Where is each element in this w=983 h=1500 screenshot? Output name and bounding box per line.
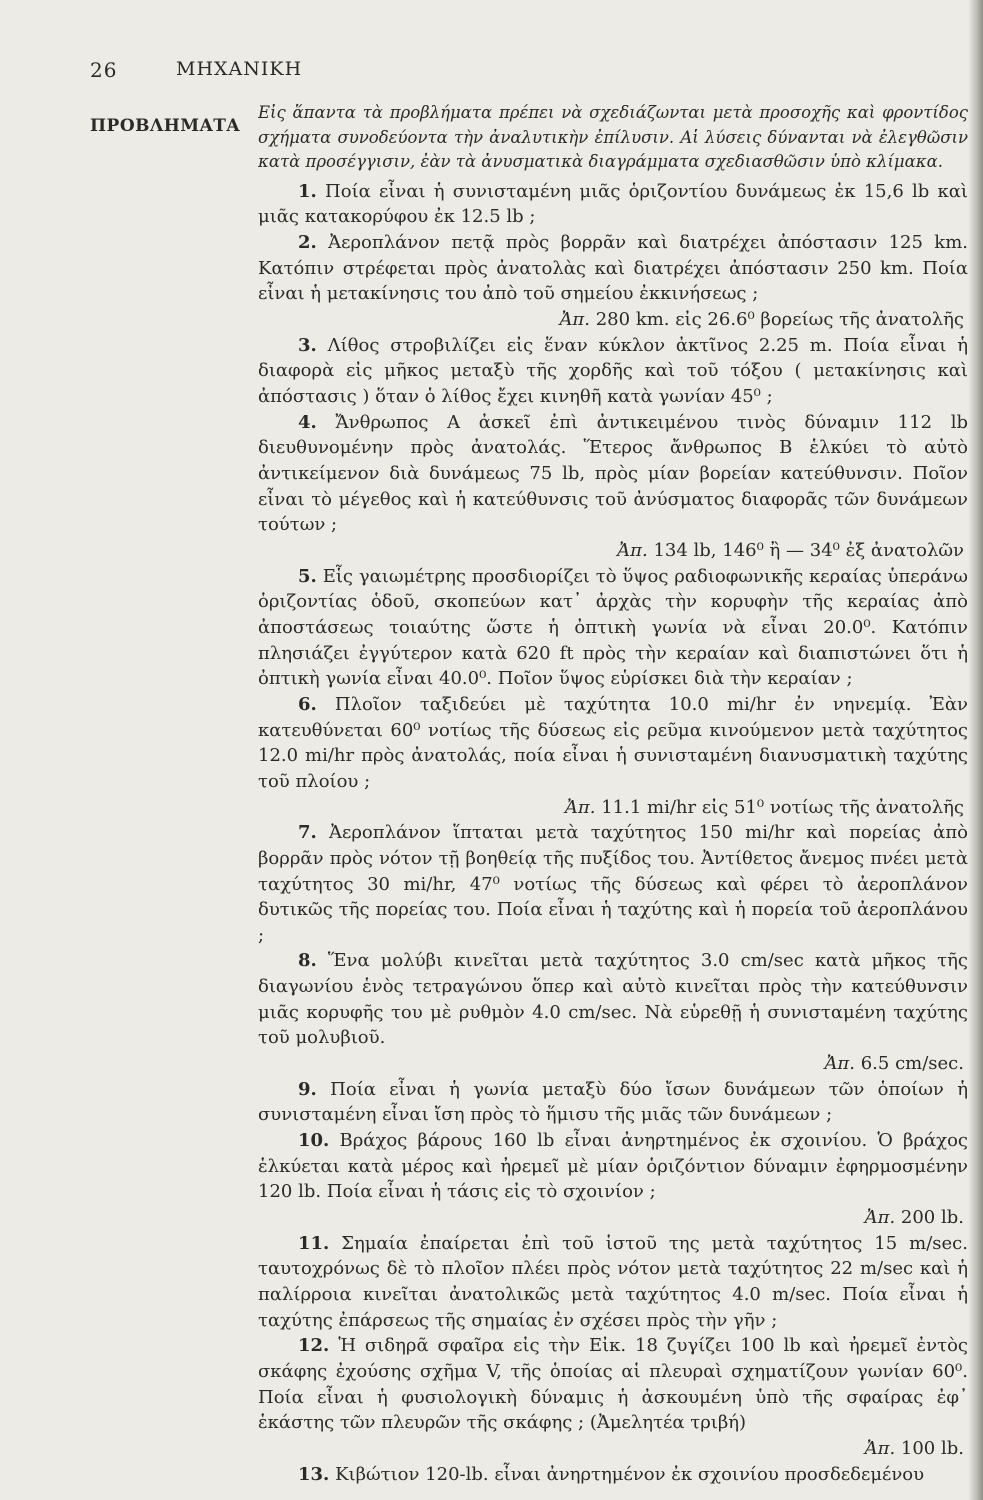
problem-number: 8. [298,950,317,972]
problem-answer [258,1436,968,1462]
answer-prefix: Ἀπ. [617,539,648,561]
page-edge-shadow [969,0,983,1500]
running-header [90,58,943,88]
intro-paragraph: Εἰς ἅπαντα τὰ προβλήματα πρέπει νὰ σχεδιάζωνται μετὰ προσοχῆς καὶ φροντίδος σχήματα συνοδεύοντα τὴν ἀναλυτικὴν ἐπίλυσιν. Αἱ λύσεις δύνανται νὰ ἐλεγθῶσιν κατὰ προσέγγισιν, ἐὰν τὰ ἀνυσματικὰ διαγράμματα σχεδιασθῶσιν ὑπὸ κλίμακα. [258,103,968,172]
problem-number: 12. [298,1335,330,1357]
problem-text: Σημαία ἐπαίρεται ἐπὶ τοῦ ἱστοῦ της μετὰ ταχύτητος 15 m/sec. ταυτοχρόνως δὲ τὸ πλοῖον πλέει πρὸς νότον μετὰ ταχύτητος 22 m/sec καὶ ἡ παλίρροια κινεῖται ἀνατολικῶς μετὰ ταχύτητος 4.0 m/sec. Ποία εἶναι ἡ ταχύτης ἐπάρσεως τῆς σημαίας ἐν σχέσει πρὸς τὴν γῆν ; [258,1232,968,1331]
problem-item [258,1462,968,1488]
answer-text: 11.1 mi/hr εἰς 51⁰ νοτίως τῆς ἀνατολῆς [601,796,964,818]
answer-text: 134 lb, 146⁰ ἢ — 34⁰ ἐξ ἀνατολῶν [653,539,964,561]
problem-item [258,333,968,410]
problem-text: Λίθος στροβιλίζει εἰς ἕναν κύκλον ἀκτῖνος 2.25 m. Ποία εἶναι ἡ διαφορὰ εἰς μῆκος μεταξὺ τῆς χορδῆς καὶ τοῦ τόξου ( μετακίνησις καὶ ἀπόστασις ) ὅταν ὁ λίθος ἔχει κινηθῆ κατὰ γωνίαν 45⁰ ; [258,334,968,408]
problem-text: Κιβώτιον 120-lb. εἶναι ἀνηρτημένον ἐκ σχοινίου προσδεδεμένου [335,1463,925,1485]
problem-answer [258,307,968,333]
problem-text: Ἀεροπλάνον ἵπταται μετὰ ταχύτητος 150 mi/hr καὶ πορείας ἀπὸ βορρᾶν πρὸς νότον τῇ βοηθείᾳ τῆς πυξίδος του. Ἀντίθετος ἄνεμος πνέει μετὰ ταχύτητος 30 mi/hr, 47⁰ νοτίως τῆς δύσεως καὶ φέρει τὸ ἀεροπλάνον δυτικῶς τῆς πορείας του. Ποία εἶναι ἡ ταχύτης καὶ ἡ πορεία τοῦ ἀεροπλάνου ; [258,822,968,946]
problem-item [258,1128,968,1205]
problem-item [258,564,968,692]
answer-prefix: Ἀπ. [864,1207,896,1229]
problem-text: Ποία εἶναι ἡ γωνία μεταξὺ δύο ἴσων δυνάμεων τῶν ὁποίων ἡ συνισταμένη εἶναι ἴση πρὸς τὸ ἥμισυ τῆς μιᾶς τῶν δυνάμεων ; [258,1078,968,1126]
problem-answer [258,795,968,821]
problem-item [258,1333,968,1436]
running-title: ΜΗΧΑΝΙΚΗ [176,58,303,80]
problem-number: 7. [298,822,317,844]
problem-number: 4. [298,411,317,433]
problem-item [258,948,968,1051]
answer-text: 100 lb. [900,1437,964,1459]
answer-prefix: Ἀπ. [559,309,590,331]
problem-text: Πλοῖον ταξιδεύει μὲ ταχύτητα 10.0 mi/hr ἐν νηνεμίᾳ. Ἐὰν κατευθύνεται 60⁰ νοτίως τῆς δύσεως εἰς ρεῦμα κινούμενον μετὰ ταχύτητος 12.0 mi/hr πρὸς ἀνατολάς, ποία εἶναι ἡ συνισταμένη διανυσματικὴ ταχύτης τοῦ πλοίου ; [258,693,968,792]
problem-text: Ἡ σιδηρᾶ σφαῖρα εἰς τὴν Εἰκ. 18 ζυγίζει 100 lb καὶ ἠρεμεῖ ἐντὸς σκάφης ἐχούσης σχῆμα V, τῆς ὁποίας αἱ πλευραὶ σχηματίζουν γωνίαν 60⁰. Ποία εἶναι ἡ φυσιολογικὴ δύναμις ἡ ἀσκουμένη ὑπὸ τῆς σφαίρας ἐφ᾽ ἑκάστης τῶν πλευρῶν τῆς σκάφης ; (Ἀμελητέα τριβή) [258,1335,968,1434]
problem-text: Ἕνα μολύβι κινεῖται μετὰ ταχύτητος 3.0 cm/sec κατὰ μῆκος τῆς διαγωνίου ἑνὸς τετραγώνου ὅπερ καὶ αὐτὸ κινεῖται πρὸς τὴν κατεύθυνσιν μιᾶς κορυφῆς του μὲ ρυθμὸν 4.0 cm/sec. Νὰ εὑρεθῇ ἡ συνισταμένη ταχύτης τοῦ μολυβιοῦ. [258,950,968,1049]
problem-number: 5. [298,565,317,587]
problem-item [258,179,968,230]
problem-answer [258,1051,968,1077]
answer-text: 6.5 cm/sec. [860,1053,964,1075]
problem-text: Εἷς γαιωμέτρης προσδιορίζει τὸ ὕψος ραδιοφωνικῆς κεραίας ὑπεράνω ὁριζοντίας ὁδοῦ, σκοπεύων κατ᾽ ἀρχὰς τὴν κορυφὴν τῆς κεραίας ἀπὸ ἀποστάσεως τοιαύτης ὥστε ἡ ὀπτικὴ γωνία νὰ εἶναι 20.0⁰. Κατόπιν πλησιάζει ἐγγύτερον κατὰ 620 ft πρὸς τὴν κεραίαν καὶ διαπιστώνει ὅτι ἡ ὀπτικὴ γωνία εἶναι 40.0⁰. Ποῖον ὕψος εὑρίσκει διὰ τὴν κεραίαν ; [258,565,968,690]
problem-text: Βράχος βάρους 160 lb εἶναι ἀνηρτημένος ἐκ σχοινίου. Ὁ βράχος ἑλκύεται κατὰ μέρος καὶ ἠρεμεῖ μὲ μίαν ὁριζόντιον δύναμιν ἐφηρμοσμένην 120 lb. Ποία εἶναι ἡ τάσις εἰς τὸ σχοινίον ; [258,1130,968,1203]
problem-item [258,1231,968,1334]
problem-number: 9. [298,1078,317,1100]
problem-number: 11. [298,1232,330,1254]
answer-prefix: Ἀπ. [824,1053,855,1075]
problem-item [258,410,968,538]
problem-answer [258,1205,968,1231]
problem-item [258,1077,968,1128]
answer-prefix: Ἀπ. [864,1437,896,1459]
section-heading: ΠΡΟΒΛΗΜΑΤΑ [90,116,241,136]
problem-number: 2. [298,232,317,254]
problem-text: Ποία εἶναι ἡ συνισταμένη μιᾶς ὁριζοντίου δυνάμεως ἐκ 15,6 lb καὶ μιᾶς κατακορύφου ἐκ 12.5 lb ; [258,180,968,228]
answer-text: 200 lb. [900,1207,964,1229]
problem-item [258,820,968,948]
problem-item [258,230,968,307]
problem-number: 1. [298,180,317,202]
problem-text: Ἀεροπλάνον πετᾷ πρὸς βορρᾶν καὶ διατρέχει ἀπόστασιν 125 km. Κατόπιν στρέφεται πρὸς ἀνατολὰς καὶ διατρέχει ἀπόστασιν 250 km. Ποία εἶναι ἡ μετακίνησις του ἀπὸ τοῦ σημείου ἐκκινήσεως ; [258,232,968,305]
page-number: 26 [90,58,118,82]
problem-item [258,692,968,795]
answer-text: 280 km. εἰς 26.6⁰ βορείως τῆς ἀνατολῆς [595,309,964,331]
problem-number: 13. [298,1463,330,1485]
problem-number: 3. [298,334,317,356]
problem-answer [258,538,968,564]
problem-number: 10. [298,1130,330,1152]
problem-text: Ἄνθρωπος Α ἀσκεῖ ἐπὶ ἀντικειμένου τινὸς δύναμιν 112 lb διευθυνομένην πρὸς ἀνατολάς. Ἕτερος ἄνθρωπος Β ἑλκύει τὸ αὐτὸ ἀντικείμενον διὰ δυνάμεως 75 lb, πρὸς μίαν βορείαν κατεύθυνσιν. Ποῖον εἶναι τὸ μέγεθος καὶ ἡ κατεύθυνσις τοῦ ἀνύσματος διαφορᾶς τῶν δυνάμεων τούτων ; [258,411,968,536]
problem-number: 6. [298,693,317,715]
problem-list [258,101,968,1487]
answer-prefix: Ἀπ. [564,796,596,818]
